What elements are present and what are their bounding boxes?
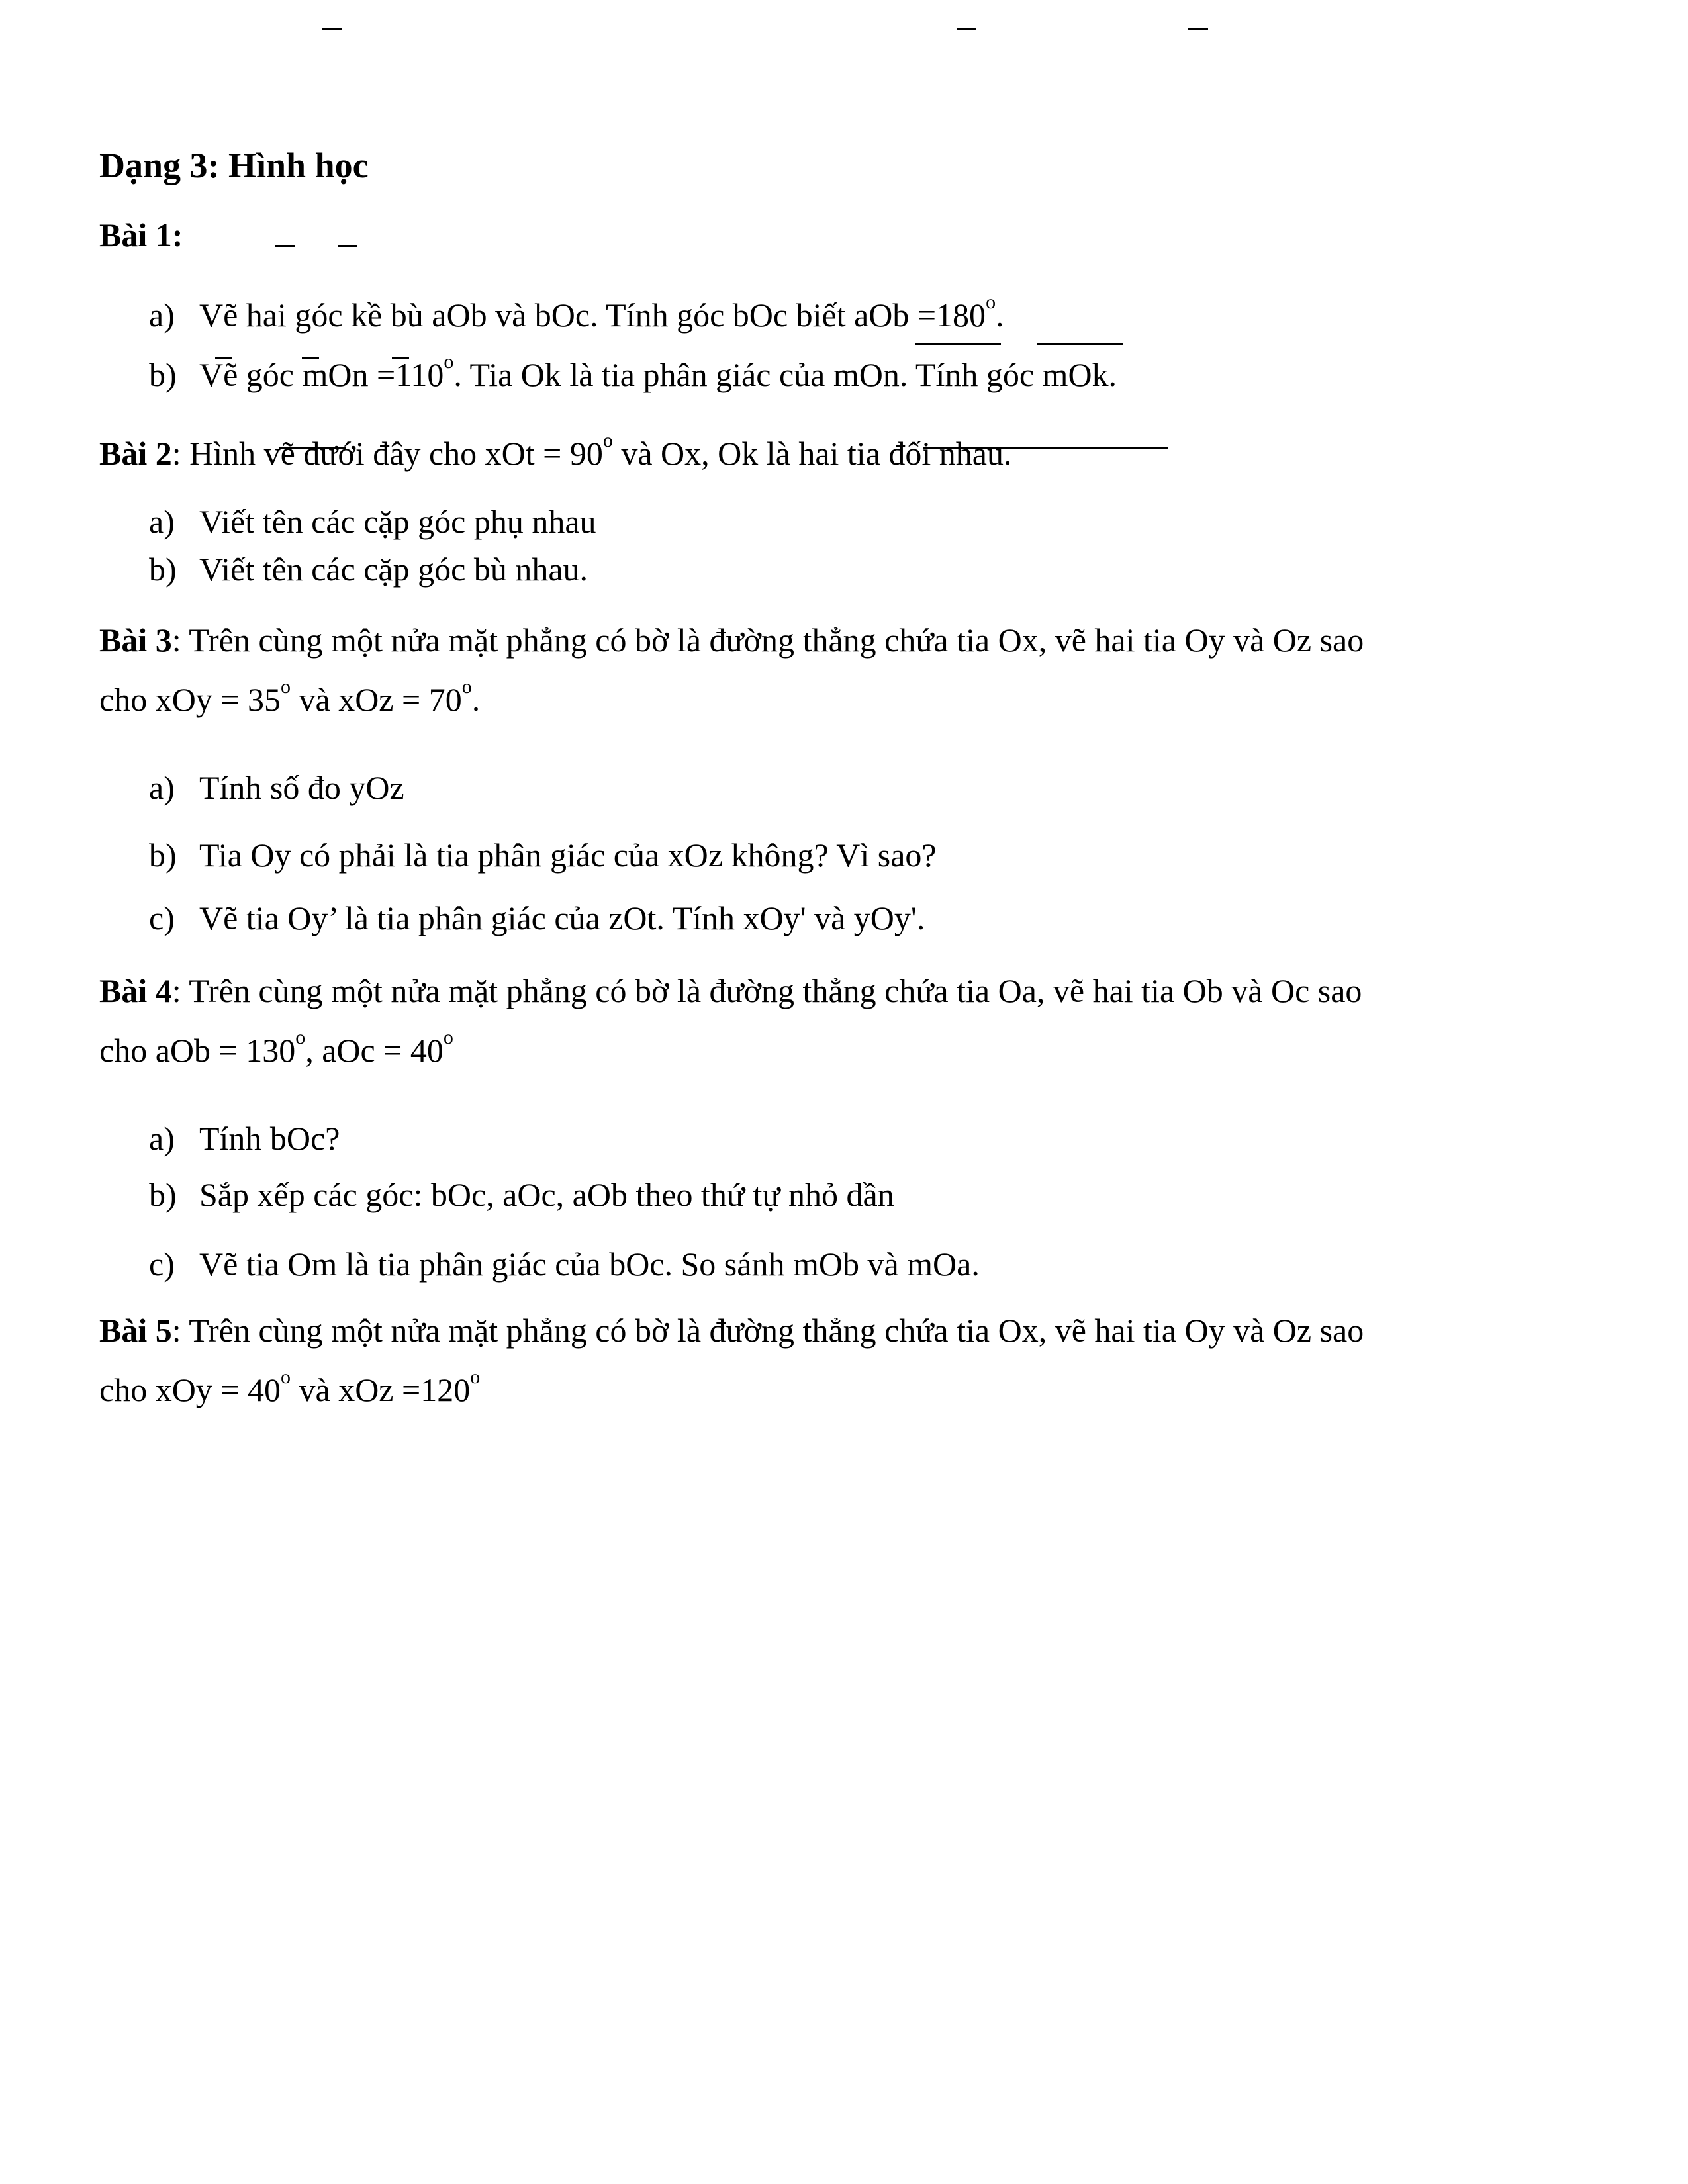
stray-mark [338, 245, 357, 247]
item-label: b) [149, 837, 177, 874]
item-text: Tính số đo yOz [199, 769, 404, 806]
stray-mark [957, 28, 976, 30]
stray-mark [915, 343, 1001, 345]
exercise-3-statement-line1: Bài 3: Trên cùng một nửa mặt phẳng có bờ là đường thẳng chứa tia Ox, vẽ hai tia Oy và Oz sao [99, 621, 1364, 659]
item-text: Vẽ góc mOn $=110^o$. Tia Ok là tia phân giác của mOn. Tính góc mOk. [199, 351, 1117, 393]
item-text: Tia Oy có phải là tia phân giác của xOz không? Vì sao? [199, 837, 937, 874]
exercise-5-statement-line1: Bài 5: Trên cùng một nửa mặt phẳng có bờ là đường thẳng chứa tia Ox, vẽ hai tia Oy và Oz sao [99, 1312, 1364, 1349]
exercise-5-statement-line2: cho xOy = $40^o$ và xOz $=120^o$ [99, 1366, 481, 1408]
item-text: Vẽ tia Oy’ là tia phân giác của zOt. Tính xOy' và yOy'. [199, 899, 925, 936]
item-label: b) [149, 1176, 177, 1213]
exercise-3-statement-line2: cho xOy = $35^o$ và xOz = $70^o$. [99, 676, 481, 718]
item-label: a) [149, 503, 175, 540]
exercise-4-statement-line2: cho aOb = $130^o$, aOc = $40^o$ [99, 1026, 453, 1069]
item-text: Vẽ tia Om là tia phân giác của bOc. So sánh mOb và mOa. [199, 1246, 980, 1283]
exercise-5-label: Bài 5 [99, 1312, 172, 1349]
stray-mark [1188, 28, 1208, 30]
exercise-2-statement: Bài 2: Hình vẽ dưới đây cho xOt = $90^o$ và Ox, Ok là hai tia đối nhau. [99, 430, 1012, 472]
stray-mark [275, 245, 295, 247]
item-text: Tính bOc? [199, 1120, 340, 1157]
item-label: c) [149, 1246, 175, 1283]
item-label: a) [149, 296, 175, 334]
item-label: b) [149, 551, 177, 588]
item-text: Sắp xếp các góc: bOc, aOc, aOb theo thứ tự nhỏ dần [199, 1176, 894, 1213]
item-text: Vẽ hai góc kề bù aOb và bOc. Tính góc bOc biết aOb $=180^o$. [199, 291, 1004, 334]
exercise-1-label: Bài 1: [99, 216, 183, 253]
item-text: Viết tên các cặp góc phụ nhau [199, 503, 596, 540]
exercise-4-statement-line1: Bài 4: Trên cùng một nửa mặt phẳng có bờ là đường thẳng chứa tia Oa, vẽ hai tia Ob và Oc sao [99, 972, 1362, 1009]
exercise-4-label: Bài 4 [99, 972, 172, 1009]
section-heading: Dạng 3: Hình học [99, 146, 369, 185]
item-text: Viết tên các cặp góc bù nhau. [199, 551, 588, 588]
item-label: b) [149, 356, 177, 393]
stray-mark [1037, 343, 1123, 345]
item-label: c) [149, 899, 175, 936]
item-label: a) [149, 1120, 175, 1157]
stray-mark [322, 28, 342, 30]
exercise-3-label: Bài 3 [99, 621, 172, 659]
exercise-2-label: Bài 2 [99, 435, 172, 472]
item-label: a) [149, 769, 175, 806]
